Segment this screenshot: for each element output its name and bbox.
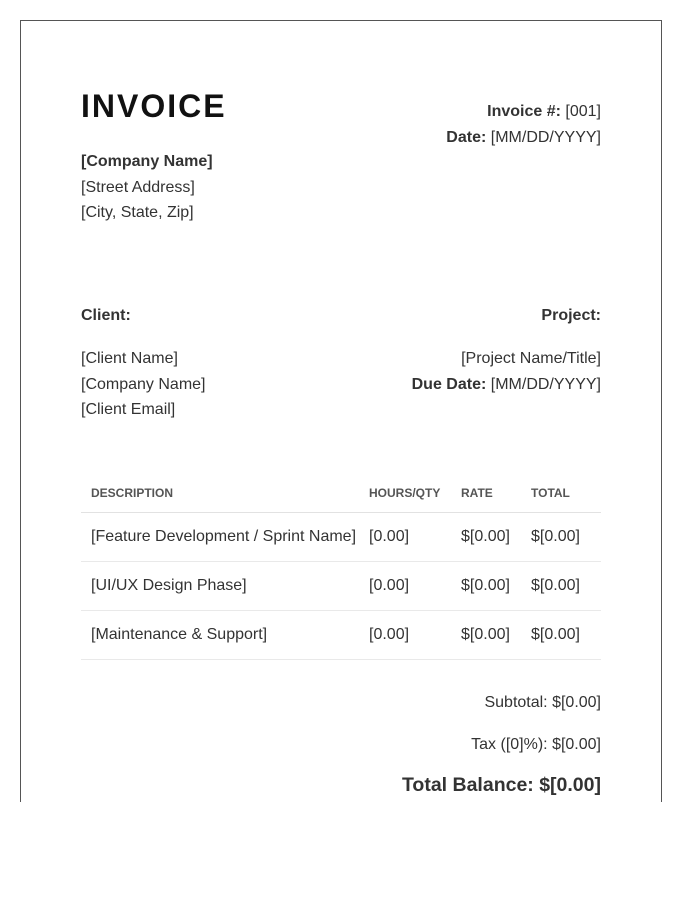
client-block (81, 304, 206, 423)
row-total: $[0.00] (531, 610, 601, 659)
invoice-page (20, 20, 662, 802)
header-rate: RATE (461, 474, 531, 512)
client-name: [Client Name] (81, 350, 178, 367)
line-items-table (81, 474, 601, 660)
client-email: [Client Email] (81, 401, 176, 418)
row-hours-qty: [0.00] (369, 512, 461, 561)
row-description: [UI/UX Design Phase] (81, 561, 369, 610)
invoice-number-line (446, 99, 601, 125)
invoice-header (81, 88, 601, 291)
project-name: [Project Name/Title] (461, 350, 601, 367)
row-description: [Maintenance & Support] (81, 610, 369, 659)
company-street: [Street Address] (81, 178, 195, 196)
totals-block (81, 682, 601, 800)
due-date-line (412, 372, 601, 398)
client-company: [Company Name] (81, 375, 206, 393)
invoice-number-value: [001] (565, 103, 601, 120)
row-rate: $[0.00] (461, 610, 531, 659)
tax-line: Tax ([0]%): $[0.00] (471, 735, 601, 753)
invoice-number-label: Invoice #: (487, 103, 561, 120)
row-rate: $[0.00] (461, 512, 531, 561)
table-row (81, 512, 601, 561)
row-description: [Feature Development / Sprint Name] (81, 512, 369, 561)
total-balance: Total Balance: $[0.00] (401, 773, 601, 796)
table-row (81, 610, 601, 659)
project-label: Project: (541, 307, 601, 324)
row-total: $[0.00] (531, 512, 601, 561)
header-total: TOTAL (531, 474, 601, 512)
due-date-value: [MM/DD/YYYY] (490, 375, 601, 393)
client-label: Client: (81, 307, 131, 324)
row-hours-qty: [0.00] (369, 610, 461, 659)
header-description: DESCRIPTION (81, 474, 369, 512)
invoice-title: INVOICE (81, 88, 227, 124)
invoice-meta (446, 99, 601, 151)
invoice-date-label: Date: (446, 129, 487, 146)
row-hours-qty: [0.00] (369, 561, 461, 610)
invoice-content (81, 88, 601, 800)
invoice-date-value: [MM/DD/YYYY] (490, 129, 601, 146)
subtotal: Subtotal: $[0.00] (484, 693, 601, 711)
due-date-label: Due Date: (411, 375, 487, 393)
row-rate: $[0.00] (461, 561, 531, 610)
table-header-row (81, 474, 601, 512)
header-hours-qty: HOURS/QTY (369, 474, 461, 512)
table-row (81, 561, 601, 610)
company-block (81, 149, 213, 226)
parties-section (81, 304, 601, 474)
row-total: $[0.00] (531, 561, 601, 610)
project-block (412, 304, 601, 397)
company-name: [Company Name] (81, 153, 213, 170)
company-city: [City, State, Zip] (81, 204, 194, 221)
invoice-date-line (446, 125, 601, 151)
